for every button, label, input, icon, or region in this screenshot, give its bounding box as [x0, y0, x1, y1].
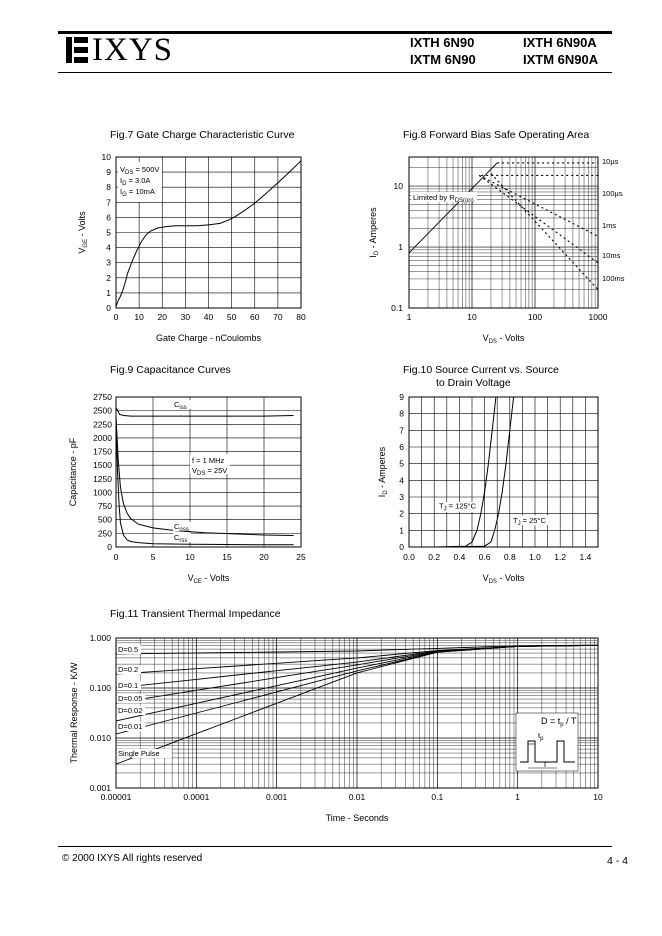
y-axis-label: $V_{GE}$ - Volts — [77, 211, 89, 254]
x-tick-label: 100 — [527, 312, 543, 322]
x-tick-label: 15 — [222, 552, 232, 562]
x-tick-label: 10 — [185, 552, 195, 562]
y-tick-label: 2 — [106, 272, 111, 283]
duty-cycle-formula: $D = t_p / T$ — [541, 716, 577, 728]
y-tick-label: 10 — [101, 152, 111, 162]
part-number: IXTM 6N90A — [523, 52, 599, 67]
series-label: D=0.1 — [118, 681, 139, 690]
x-tick-label: 0.4 — [453, 552, 466, 562]
x-tick-label: 50 — [226, 312, 237, 322]
x-tick-label: 60 — [250, 312, 260, 322]
x-tick-label: 0.0001 — [183, 792, 210, 802]
y-tick-label: 2000 — [93, 432, 112, 443]
y-tick-label: 0.001 — [89, 783, 111, 793]
series-label: 10ms — [602, 251, 621, 260]
x-axis-label: Time - Seconds — [325, 813, 389, 823]
y-tick-label: 10 — [393, 181, 403, 192]
y-tick-label: 1.000 — [89, 633, 111, 643]
x-tick-label: 30 — [180, 312, 191, 322]
series-label: D=0.5 — [118, 645, 139, 654]
series-label: 1ms — [602, 221, 617, 230]
y-tick-label: 2 — [399, 508, 404, 519]
x-tick-label: 1 — [406, 312, 412, 322]
fig7-title: Fig.7 Gate Charge Characteristic Curve — [110, 129, 295, 141]
series-label: D=0.2 — [118, 665, 139, 674]
x-tick-label: 10 — [134, 312, 144, 322]
x-tick-label: 0.00001 — [100, 792, 132, 802]
pulse-width-label: $t_p$ — [538, 731, 544, 742]
x-axis-label: $V_{DS}$ - Volts — [482, 333, 525, 345]
part-number: IXTM 6N90 — [410, 52, 476, 67]
y-tick-label: 9 — [399, 392, 404, 402]
annotation: Limited by $R_{DS(on)}$ — [413, 193, 474, 204]
x-tick-label: 25 — [296, 552, 306, 562]
x-tick-label: 5 — [150, 552, 156, 562]
capacitance-curve — [116, 407, 294, 416]
y-tick-label: 2500 — [93, 405, 112, 416]
annotation: $I_D = 3.0A$ — [120, 176, 151, 187]
y-tick-label: 2750 — [93, 392, 112, 402]
series-label: 100µs — [602, 189, 623, 198]
x-tick-label: 1 — [515, 792, 521, 802]
y-tick-label: 0 — [106, 303, 111, 313]
source-current-curve — [434, 397, 496, 547]
y-tick-label: 3 — [399, 492, 404, 502]
y-tick-label: 8 — [399, 408, 404, 419]
x-tick-label: 1.0 — [529, 552, 541, 562]
series-label: $C_{rss}$ — [174, 532, 188, 544]
series-label: $C_{iss}$ — [174, 400, 187, 411]
annotation: f = 1 MHz — [192, 456, 225, 465]
x-tick-label: 1.2 — [554, 552, 567, 562]
fig11-title: Fig.11 Transient Thermal Impedance — [110, 608, 281, 620]
y-tick-label: 1500 — [93, 460, 112, 471]
x-axis-label: $V_{DS}$ - Volts — [482, 573, 525, 585]
x-tick-label: 20 — [259, 552, 269, 562]
series-label: 100ms — [602, 274, 625, 283]
series-label: $T_J = 25^\circ C$ — [513, 515, 546, 527]
x-tick-label: 70 — [273, 312, 283, 322]
x-tick-label: 10 — [593, 792, 603, 802]
y-tick-label: 1250 — [93, 473, 112, 484]
x-tick-label: 0 — [113, 312, 119, 322]
x-tick-label: 0.1 — [431, 792, 444, 802]
series-label: D=0.05 — [118, 694, 143, 703]
y-tick-label: 6 — [106, 212, 111, 223]
footer-rule — [58, 846, 612, 847]
y-tick-label: 500 — [97, 514, 112, 525]
annotation: $I_G = 10mA$ — [120, 187, 155, 198]
plot-frame — [409, 157, 598, 308]
part-number: IXTH 6N90 — [410, 35, 475, 50]
x-axis-label: $V_{CE}$ - Volts — [187, 573, 230, 585]
y-tick-label: 4 — [106, 242, 111, 253]
y-axis-label: $I_D$ - Amperes — [368, 207, 380, 258]
logo-text: IXYS — [92, 32, 174, 68]
y-tick-label: 8 — [106, 182, 111, 193]
y-tick-label: 0.1 — [391, 303, 403, 313]
y-tick-label: 7 — [106, 197, 111, 208]
y-tick-label: 5 — [399, 458, 404, 469]
x-tick-label: 0.0 — [403, 552, 415, 562]
source-current-curve — [447, 397, 514, 547]
y-tick-label: 2250 — [93, 419, 112, 430]
plot-frame — [409, 397, 598, 547]
x-tick-label: 40 — [203, 312, 214, 322]
annotation: $V_{DS} = 25V$ — [192, 466, 228, 477]
x-tick-label: 80 — [296, 312, 306, 322]
x-tick-label: 20 — [157, 312, 167, 322]
y-tick-label: 4 — [399, 475, 404, 486]
x-tick-label: 10 — [467, 312, 477, 322]
y-axis-label: Thermal Response - K/W — [69, 662, 79, 764]
soa-line — [479, 175, 598, 236]
page-number: 4 - 4 — [607, 855, 629, 867]
series-label: D=0.01 — [118, 722, 143, 731]
x-tick-label: 0.001 — [266, 792, 288, 802]
copyright: © 2000 IXYS All rights reserved — [62, 853, 203, 864]
y-tick-label: 750 — [97, 501, 112, 512]
x-tick-label: 0.2 — [428, 552, 441, 562]
y-tick-label: 9 — [106, 167, 111, 178]
series-label: D=0.02 — [118, 706, 143, 715]
x-axis-label: Gate Charge - nCoulombs — [155, 333, 262, 343]
soa-line — [491, 174, 598, 290]
x-tick-label: 0 — [113, 552, 119, 562]
x-tick-label: 0.6 — [478, 552, 491, 562]
y-axis-label: $I_D$ - Amperes — [377, 446, 389, 498]
series-label: $T_J = 125^\circ C$ — [439, 501, 477, 513]
y-tick-label: 1750 — [93, 446, 112, 457]
y-tick-label: 0 — [399, 542, 404, 552]
y-tick-label: 6 — [399, 442, 404, 452]
y-tick-label: 0.100 — [89, 683, 111, 693]
x-tick-label: 1.4 — [579, 552, 592, 562]
fig8-title: Fig.8 Forward Bias Safe Operating Area — [403, 129, 590, 141]
x-tick-label: 1000 — [588, 312, 608, 322]
y-tick-label: 7 — [399, 425, 404, 436]
fig10-title: Fig.10 Source Current vs. Source — [403, 364, 559, 376]
y-axis-label: Capacitance - pF — [68, 437, 78, 507]
y-tick-label: 1 — [398, 242, 403, 253]
x-tick-label: 0.8 — [503, 552, 516, 562]
series-label: $C_{oss}$ — [174, 522, 189, 533]
series-label: 10µs — [602, 157, 619, 166]
y-tick-label: 5 — [106, 227, 111, 238]
x-tick-label: 0.01 — [348, 792, 366, 802]
y-tick-label: 250 — [97, 528, 112, 539]
annotation: $V_{DS} = 500V$ — [120, 165, 160, 176]
series-label: Single Pulse — [118, 749, 160, 758]
y-tick-label: 1 — [399, 525, 404, 536]
y-tick-label: 3 — [106, 257, 111, 268]
fig9-title: Fig.9 Capacitance Curves — [110, 364, 231, 376]
period-label: T — [542, 760, 548, 769]
y-tick-label: 1000 — [93, 487, 112, 498]
fig10-subtitle: to Drain Voltage — [436, 377, 511, 389]
y-tick-label: 0.010 — [89, 733, 111, 743]
y-tick-label: 1 — [106, 287, 111, 298]
part-number: IXTH 6N90A — [523, 35, 597, 50]
y-tick-label: 0 — [107, 542, 112, 552]
